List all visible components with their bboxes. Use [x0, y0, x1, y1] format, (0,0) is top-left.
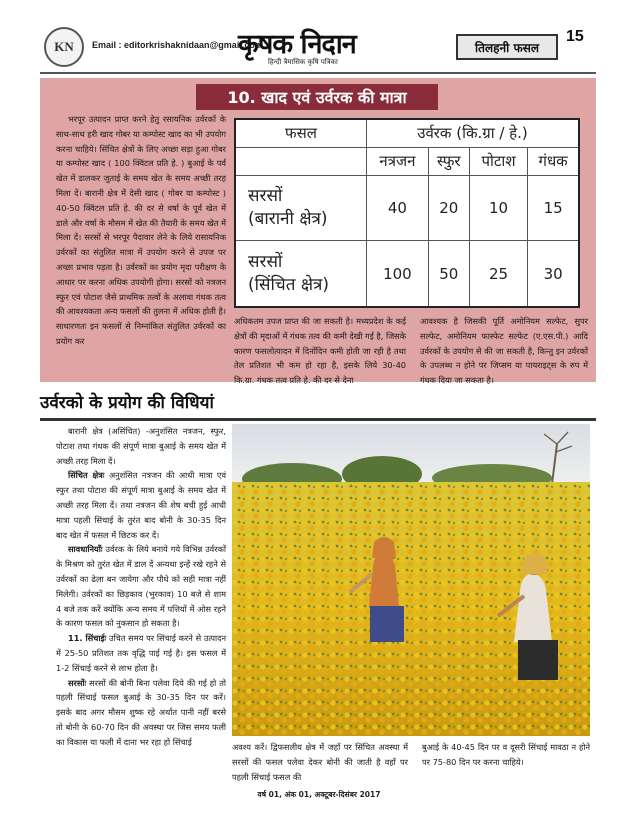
nutrient-k: पोटाश — [469, 147, 527, 175]
crop-name: सरसों — [248, 185, 283, 206]
section2-right-text: बुआई के 40-45 दिन पर व दूसरी सिंचाई मावठा न होने पर 75-80 दिन पर करना चाहिये। — [422, 742, 590, 767]
para-body: अनुशंसित नत्रजन की आधी मात्रा एवं स्फुर तथा पोटाश की संपूर्ण मात्रा बुआई के समय खेत में अच्छी तरह मिला दें। तथा नत्रजन की शेष बची हुई आधी मात्रा पहली सिंचाई के तुरंत बाद बोनी के 30-35 दिन बाद खेत में फसल में छिटक कर दें। — [56, 470, 226, 540]
paragraph — [56, 468, 226, 542]
nutrient-n: नत्रजन — [367, 147, 429, 175]
crop-cell — [235, 241, 367, 307]
paragraph — [56, 542, 226, 631]
fertilizer-header: उर्वरक (कि.ग्रा / हे.) — [367, 119, 580, 147]
section2-left-text — [56, 424, 226, 750]
table-row — [235, 241, 579, 307]
value-cell: 25 — [469, 241, 527, 307]
para-label: सिंचित क्षेत्रः — [68, 470, 105, 481]
nutrient-p: स्फुर — [428, 147, 469, 175]
value-cell: 30 — [528, 241, 579, 307]
crop-area: (बारानी क्षेत्र) — [248, 208, 328, 229]
para-body: उर्वरक के लिये बनाये गये विभिन्न उर्वरकों के मिश्रण को तुरंत खेत में डाल दें अन्यथा इन्हें रखे रहने से उर्वरकों का ढेला बन जायेगा और पौधे को सही मात्रा नहीं मिलेगी। उर्वरकों का छिड़काव (भुरकाव) 10 बजे से शाम 4 बजे तक करें क्योंकि अन्य समय में पत्तियों में ओस रहने के कारण फसल को नुकसान हो सकता है। — [56, 544, 226, 629]
contact-email: Email : editorkrishaknidaan@gmail.com — [92, 40, 263, 50]
section2-mid-text: अवश्य करें। द्विफसलीय क्षेत्र में जहाँ पर सिंचित अवस्था में सरसों की फसल पलेवा देकर बोनी की जाती है वहाँ पर पहली सिंचाई फसल की — [232, 742, 408, 782]
fertilizer-table — [234, 118, 580, 308]
header-divider — [40, 72, 596, 74]
paragraph — [56, 676, 226, 750]
para-body: सरसों की बोनी बिना पलेवा दिये की गई हो तो पहली सिंचाई फसल बुआई के 30-35 दिन पर करें। इसके बाद अगर मौसम शुष्क रहे अर्थात पानी नहीं बरसे तो बोनी के 60-70 दिन की अवस्था पर जिस समय फली का विकास या फली में दाना भर रहा हो सिंचाई — [56, 677, 226, 747]
section1-left-text: भरपूर उत्पादन प्राप्त करने हेतु रसायनिक उर्वरकों के साथ-साथ हरी खाद गोबर या कम्पोस्ट खाद का भी उपयोग करना चाहिये। सिंचित क्षेत्रों के लिए अच्छा सड़ा हुआ गोबर या कम्पोस्ट खाद ( 100 क्विंटल प्रति हे. ) बुआई के पर्व खेत में डालकर जुताई के समय खेत के समय अच्छी तरह मिला दें। बारानी क्षेत्र में देसी खाद ( गोबर या कम्पोस्ट ) 40-50 क्विंटल प्रति हे. की दर से वर्षा के पूर्व खेत में डाले और वर्षा के मौसम में खेत की तैयारी के समय खेत में मिला दें। सरसों से भरपूर पैदावार लेने के लिये रासायनिक उर्वरकों का संतुलित मात्रा में उपयोग करने से उपज पर अच्छा प्रभाव पड़ता है। उर्वरकों का प्रयोग मृदा परीक्षण के आधार पर करना अधिक उपयोगी होगा। सरसों को नत्रजन स्फुर एवं पोटाश जैसे प्राथमिक तत्वों के अलावा गंधक तत्व की आवश्यकता अन्य फसलों की तुलना में अधिक होती है। साधारणतः इन फसलों से निम्नांकित संतुलित उर्वरकों का प्रयोग कर — [56, 114, 226, 346]
value-cell: 40 — [367, 175, 429, 241]
table-row — [235, 175, 579, 241]
section1-right-text: आवश्यक है जिसकी पूर्ति अमोनियम सल्फेट, सुपर सल्फेट, अमोनियम फास्फेट सल्फेट (ए.एस.पी.) आदि उर्वरकों के उपयोग से की जा सकती है, किन्तु इन उर्वरकों के उपलब्ध न होने पर जिप्सम या पायराइट्स के रुप में गंधक दिया जा सकता है। — [420, 316, 588, 386]
nutrient-row — [235, 147, 579, 175]
value-cell: 100 — [367, 241, 429, 307]
page-footer: वर्ष 01, अंक 01, अक्टूबर-दिसंबर 2017 — [257, 790, 381, 799]
table-header-row — [235, 119, 579, 147]
page-number: 15 — [566, 28, 584, 45]
section-title: 10. खाद एवं उर्वरक की मात्रा — [196, 84, 438, 110]
masthead-subtitle: हिन्दी त्रैमासिक कृषि पत्रिका — [268, 58, 338, 66]
paragraph: बारानी क्षेत्र (असिंचित) -अनुशंसित नत्रजन, स्फुर, पोटाश तथा गंधक की संपूर्ण मात्रा बुआई के समय खेत में अच्छी तरह मिला दें। — [56, 426, 226, 466]
para-label: सावधानियाँः — [68, 544, 103, 555]
crop-name: सरसों — [248, 251, 283, 272]
nutrient-s: गंधक — [528, 147, 579, 175]
magazine-logo — [44, 27, 84, 67]
subsection-title: उर्वरको के प्रयोग की विधियां — [40, 393, 214, 413]
section-badge: तिलहनी फसल — [456, 34, 558, 60]
value-cell: 15 — [528, 175, 579, 241]
crop-header: फसल — [235, 119, 367, 147]
crop-cell — [235, 175, 367, 241]
para-label: 11. सिंचाईः — [68, 633, 107, 644]
crop-area: (सिंचित क्षेत्र) — [248, 274, 330, 295]
value-cell: 20 — [428, 175, 469, 241]
section1-mid-text: अधिकतम उपज प्राप्त की जा सकती है। मध्यप्रदेश के कई क्षेत्रों की मृदाओं में गंधक तत्व की कमी देखी गई है, जिसके कारण फसलोत्पादन में दिनोंदिन कमी होती जा रही है तथा तेल प्रतिशत भी कम हो रहा है, इसके लिये 30-40 कि.ग्रा. गंधक तत्व प्रति हे. की दर से देना — [234, 316, 406, 386]
masthead-title: कृषक निदान — [238, 29, 356, 60]
mustard-field-photo — [232, 424, 590, 736]
para-label: सरसोंः — [68, 677, 87, 688]
paragraph — [56, 631, 226, 675]
para-body: उचित समय पर सिंचाई करने से उत्पादन में 25-50 प्रतिशत तक वृद्धि पाई गई है। इस फसल में 1-2 सिंचाई करने से लाभ होता है। — [56, 633, 226, 673]
subsection-divider — [40, 418, 596, 421]
empty-cell — [235, 147, 367, 175]
logo-text: KN — [54, 39, 74, 54]
photo-illustration — [232, 424, 590, 736]
value-cell: 10 — [469, 175, 527, 241]
value-cell: 50 — [428, 241, 469, 307]
